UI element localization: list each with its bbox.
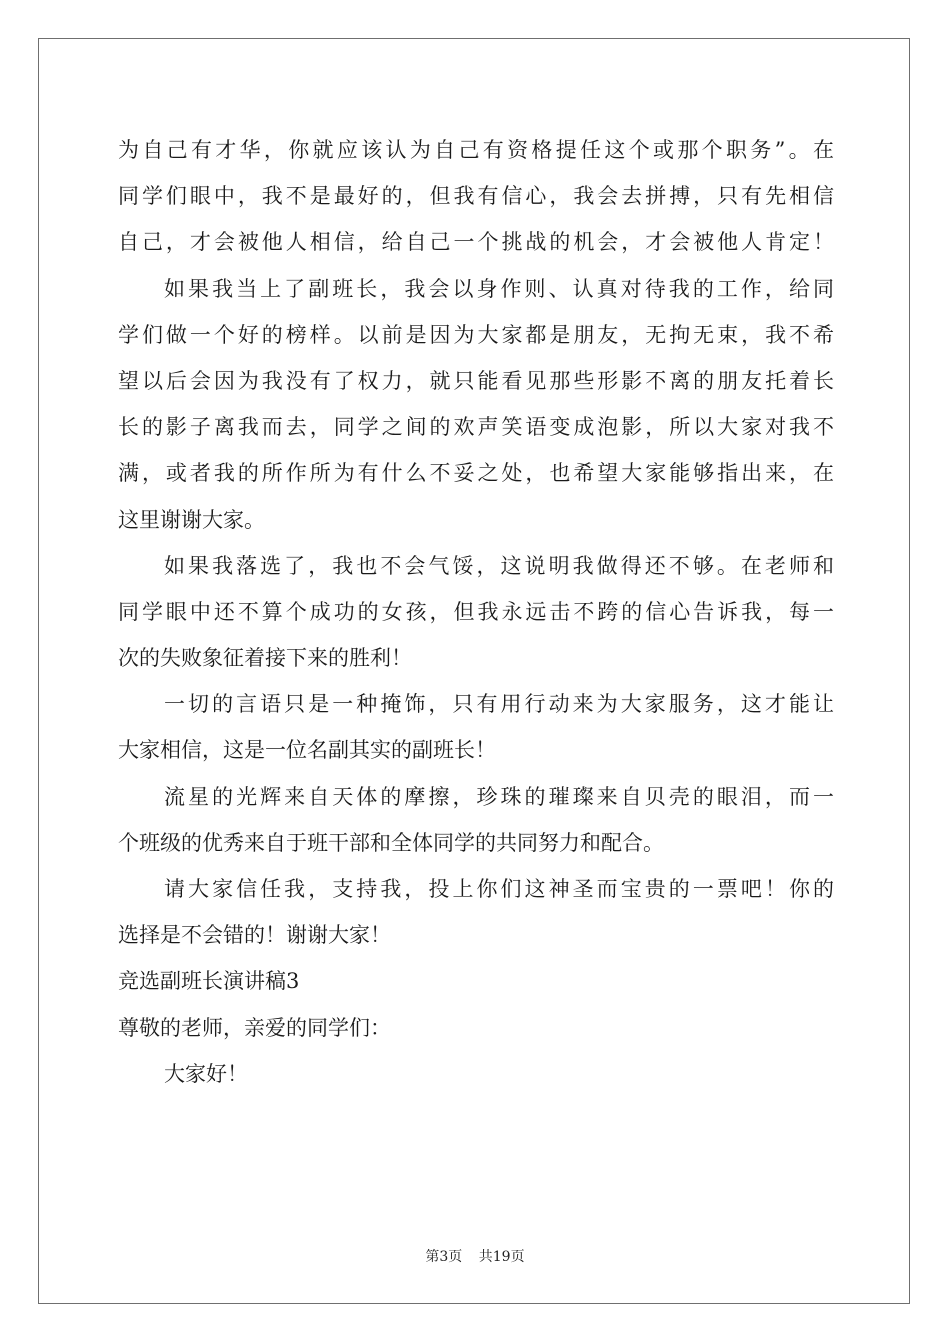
text-line: 为自己有才华，你就应该认为自己有资格提任这个或那个职务”。在 [118,138,834,162]
text-line: 学们做一个好的榜样。以前是因为大家都是朋友，无拘无束，我不希 [118,322,834,347]
text-line: 请大家信任我，支持我，投上你们这神圣而宝贵的一票吧！你的 [164,877,834,901]
text-line: 大家相信，这是一位名副其实的副班长！ [118,738,496,763]
text-line: 望以后会因为我没有了权力，就只能看见那些形影不离的朋友托着长 [118,368,834,393]
text-line: 个班级的优秀来自于班干部和全体同学的共同努力和配合。 [118,830,664,855]
page-footer [0,1247,950,1267]
text-line: 长的影子离我而去，同学之间的欢声笑语变成泡影，所以大家对我不 [118,415,834,440]
text-line: 一切的言语只是一种掩饰，只有用行动来为大家服务，这才能让 [164,692,834,717]
document-body [118,132,834,1102]
text-line: 自己，才会被他人相信，给自己一个挑战的机会，才会被他人肯定！ [118,230,834,255]
text-line: 如果我落选了，我也不会气馁，这说明我做得还不够。在老师和 [164,553,834,578]
section-heading: 竞选副班长演讲稿3 [118,969,300,994]
page-total: 共19页 [478,1249,525,1265]
text-line: 满，或者我的所作所为有什么不妥之处，也希望大家能够指出来，在 [118,461,834,486]
text-line: 同学们眼中，我不是最好的，但我有信心，我会去拼搏，只有先相信 [118,184,834,209]
text-line: 次的失败象征着接下来的胜利！ [118,646,412,671]
page-number: 第3页 [425,1249,463,1265]
text-line: 同学眼中还不算个成功的女孩，但我永远击不跨的信心告诉我，每一 [118,599,834,624]
text-line: 选择是不会错的！谢谢大家！ [118,923,391,948]
text-line: 如果我当上了副班长，我会以身作则、认真对待我的工作，给同 [164,276,834,301]
salutation: 尊敬的老师，亲爱的同学们： [118,1015,391,1040]
text-line: 流星的光辉来自天体的摩擦，珍珠的璀璨来自贝壳的眼泪，而一 [164,784,834,809]
greeting: 大家好！ [164,1061,248,1086]
text-line: 这里谢谢大家。 [118,507,265,532]
